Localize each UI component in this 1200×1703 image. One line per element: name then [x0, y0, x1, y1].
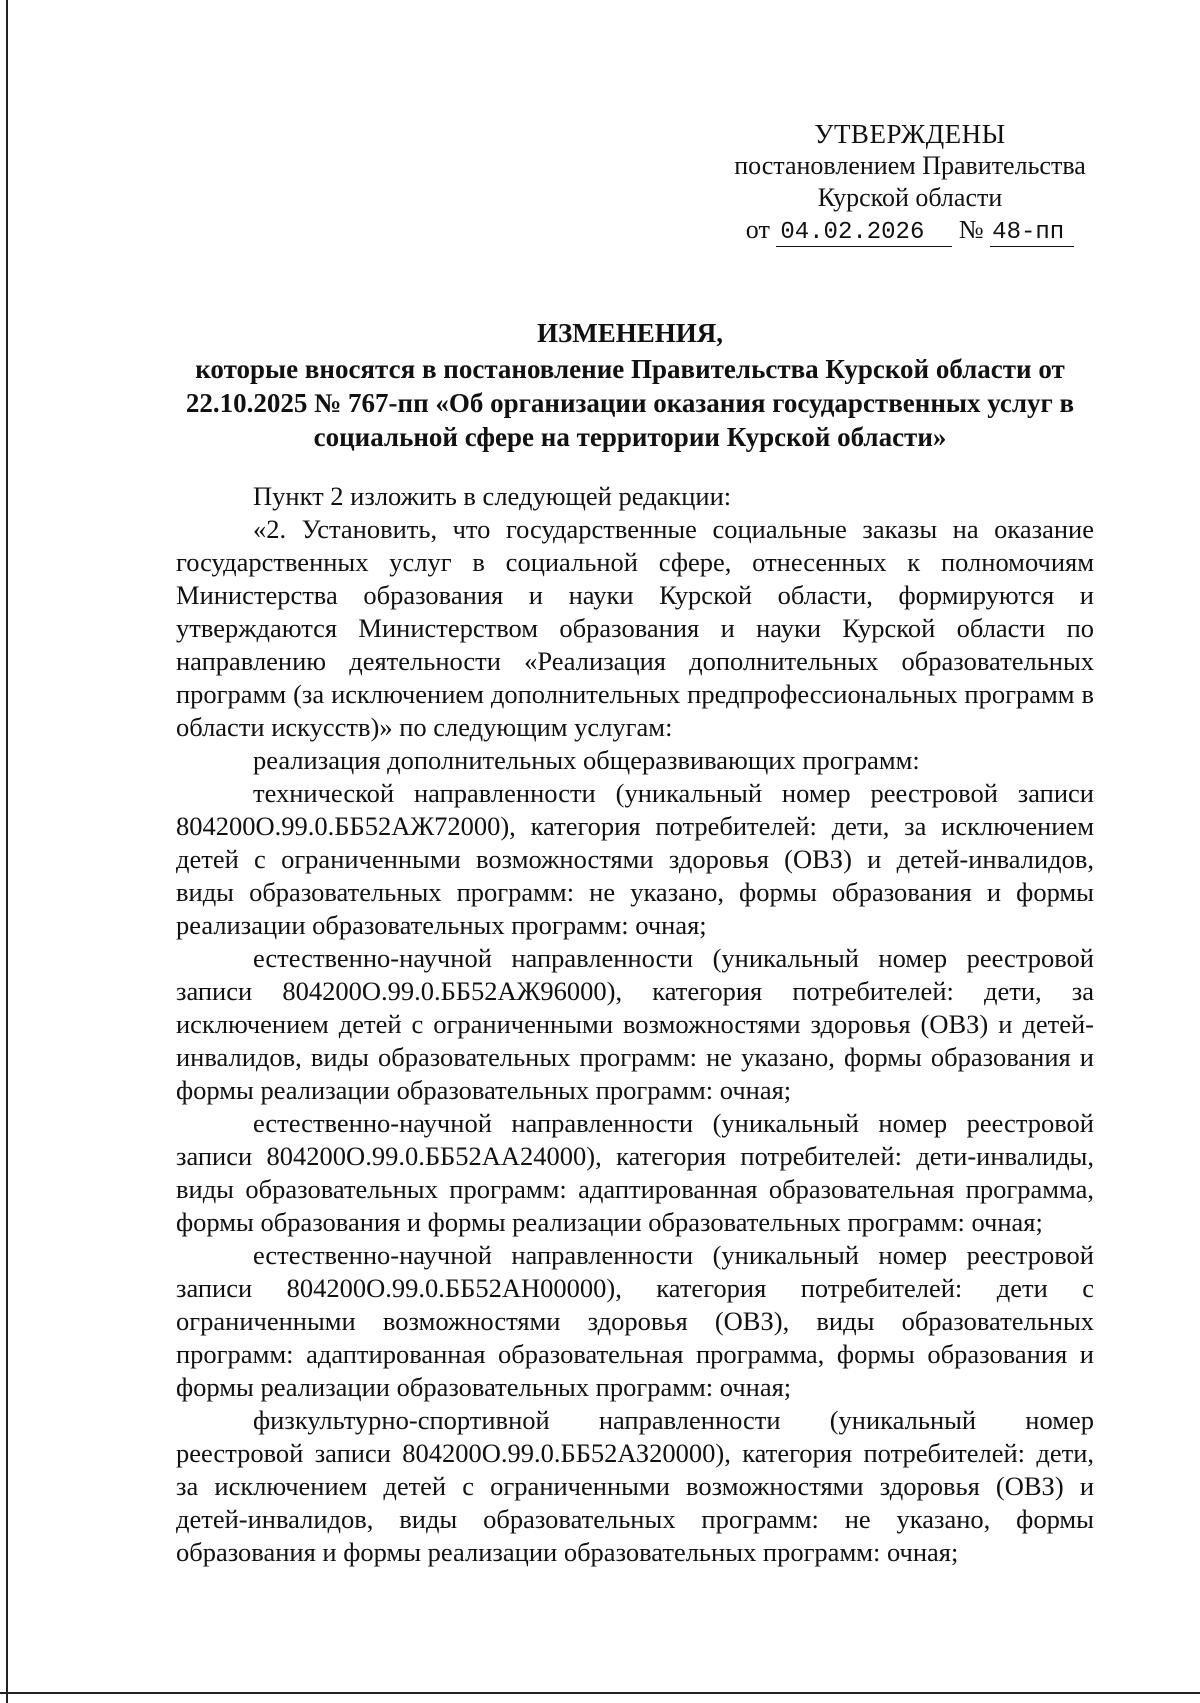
- paragraph-clause-2: «2. Установить, что государственные социальные заказы на оказание государственных услуг в социальной сфере, отнесенных к полномочиям Министерства образования и науки Курской области, формируются и утверждаются Министерством образования и науки Курской области по направлению деятельности «Реализация дополнительных образовательных программ (за исключением дополнительных предпрофессиональных программ в области искусств)» по следующим услугам:: [176, 514, 1094, 742]
- document-subtitle: которые вносятся в постановление Правительства Курской области от 22.10.2025 № 767-пп «Об организации оказания государственных услуг в социальной сфере на территории Курской области»: [185, 354, 1075, 452]
- number-prefix: №: [958, 215, 984, 244]
- approval-block: [700, 118, 1120, 247]
- document-body: [176, 480, 1094, 1569]
- page-edge-left: [6, 0, 8, 1703]
- paragraph-natural-science-3: естественно-научной направленности (уникальный номер реестровой записи 804200О.99.0.ББ52АН00000), категория потребителей: дети с ограниченными возможностями здоровья (ОВЗ), виды образовательных программ: адаптированная образовательная программа, формы образования и формы реализации образовательных программ: очная;: [176, 1240, 1094, 1402]
- paragraph-intro: Пункт 2 изложить в следующей редакции:: [253, 481, 732, 511]
- approval-date: 04.02.2026: [776, 220, 952, 247]
- paragraph-natural-science-1: естественно-научной направленности (уникальный номер реестровой записи 804200О.99.0.ББ52АЖ96000), категория потребителей: дети, за исключением детей с ограниченными возможностями здоровья (ОВЗ) и детей-инвалидов, виды образовательных программ: не указано, формы образования и формы реализации образовательных программ: очная;: [176, 943, 1094, 1105]
- approval-date-line: [700, 214, 1120, 247]
- approval-line-1: постановлением Правительства: [734, 151, 1086, 180]
- paragraph-technical: технической направленности (уникальный номер реестровой записи 804200О.99.0.ББ52АЖ72000), категория потребителей: дети, за исключением детей с ограниченными возможностями здоровья (ОВЗ) и детей-инвалидов, виды образовательных программ: не указано, формы образования и формы реализации образовательных программ: очная;: [176, 778, 1094, 940]
- paragraph-sports: физкультурно-спортивной направленности (уникальный номер реестровой записи 804200О.99.0.ББ52АЗ20000), категория потребителей: дети, за исключением детей с ограниченными возможностями здоровья (ОВЗ) и детей-инвалидов, виды образовательных программ: не указано, формы образования и формы реализации образовательных программ: очная;: [176, 1405, 1094, 1567]
- date-prefix: от: [745, 215, 770, 244]
- approved-label: УТВЕРЖДЕНЫ: [814, 119, 1006, 149]
- approval-number: 48-пп: [990, 220, 1074, 247]
- page-edge-bottom: [0, 1692, 1200, 1694]
- paragraph-services-list: реализация дополнительных общеразвивающих программ:: [253, 745, 920, 775]
- document-title: ИЗМЕНЕНИЯ,: [536, 318, 723, 348]
- approval-line-2: Курской области: [817, 183, 1003, 212]
- paragraph-natural-science-2: естественно-научной направленности (уникальный номер реестровой записи 804200О.99.0.ББ52АА24000), категория потребителей: дети-инвалиды, виды образовательных программ: адаптированная образовательная программа, формы образования и формы реализации образовательных программ: очная;: [176, 1108, 1094, 1237]
- document-heading: [170, 316, 1090, 454]
